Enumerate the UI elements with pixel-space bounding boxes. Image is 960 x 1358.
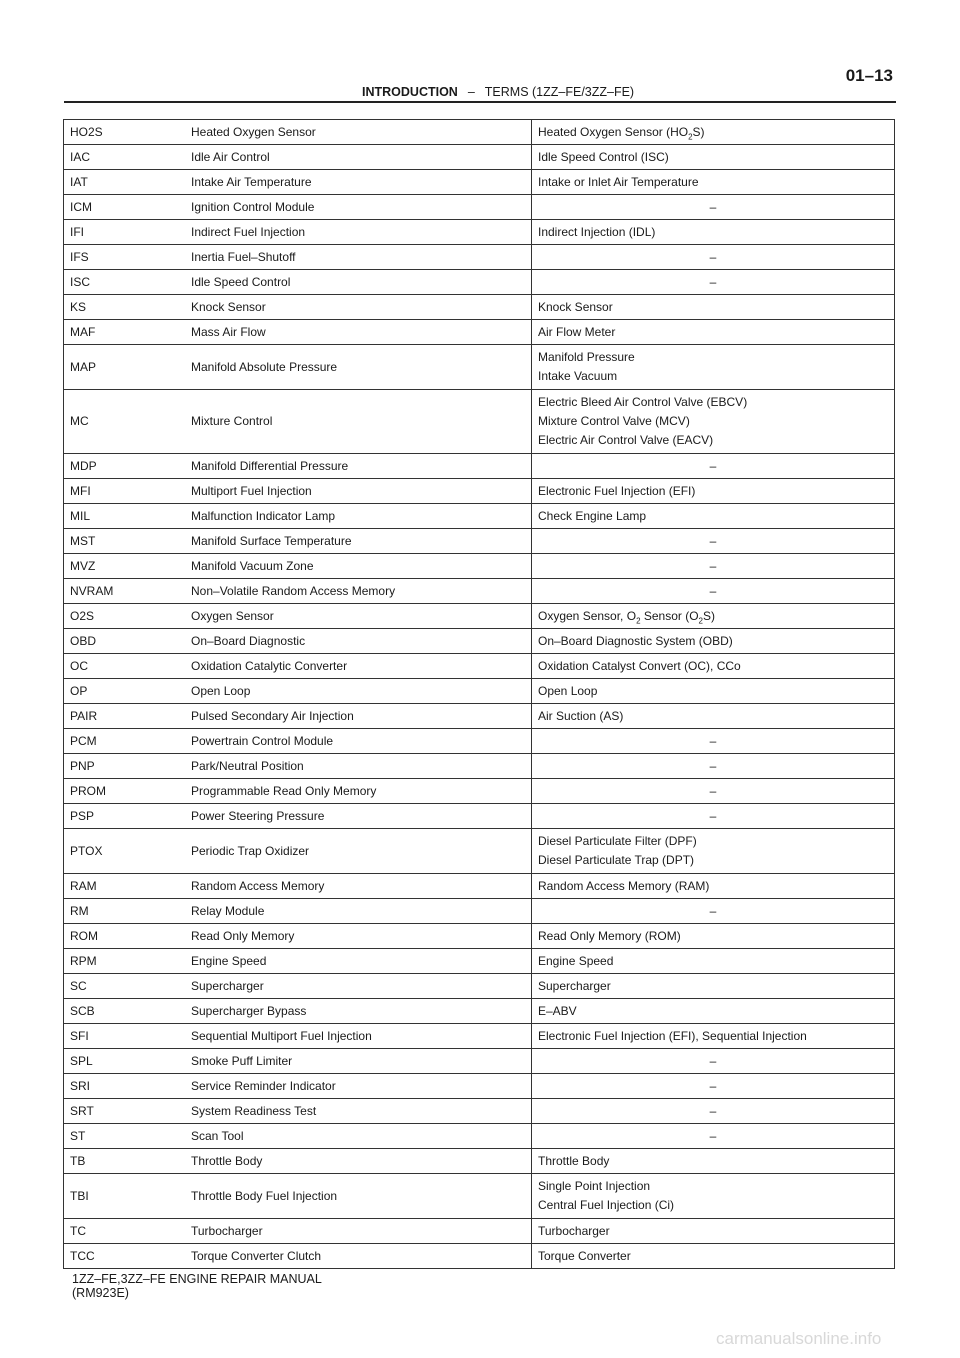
equivalent-cell: [532, 1244, 895, 1269]
terms-table: [63, 119, 895, 1269]
watermark: carmanualsonline.info: [716, 1329, 882, 1348]
term-cell: Manifold Differential Pressure: [185, 454, 532, 479]
abbreviation-cell: IFI: [64, 220, 186, 245]
equivalent-line: Random Access Memory (RAM): [538, 878, 710, 893]
equivalent-line: Supercharger: [538, 978, 611, 993]
table-row: [64, 974, 895, 999]
term-cell: Relay Module: [185, 899, 532, 924]
abbreviation-cell: MST: [64, 529, 186, 554]
term-cell: Power Steering Pressure: [185, 804, 532, 829]
abbreviation-cell: SCB: [64, 999, 186, 1024]
table-row: [64, 604, 895, 629]
equivalent-cell: [532, 270, 895, 295]
equivalent-cell: [532, 554, 895, 579]
equivalent-cell: [532, 390, 895, 454]
equivalent-line: Air Flow Meter: [538, 324, 616, 339]
term-cell: Oxidation Catalytic Converter: [185, 654, 532, 679]
equivalent-cell: [532, 949, 895, 974]
equivalent-line: Oxidation Catalyst Convert (OC), CCo: [538, 658, 741, 673]
equivalent-cell: [532, 295, 895, 320]
equivalent-line: Manifold Pressure: [538, 350, 635, 364]
equivalent-line: Intake Vacuum: [538, 369, 618, 383]
table-row: [64, 220, 895, 245]
table-row: [64, 529, 895, 554]
terms-table-body: [64, 120, 895, 1269]
term-cell: Manifold Surface Temperature: [185, 529, 532, 554]
equivalent-cell: [532, 245, 895, 270]
equivalent-cell: [532, 1174, 895, 1219]
page-number: 01–13: [845, 66, 893, 85]
table-row: [64, 829, 895, 874]
equivalent-line: Idle Speed Control (ISC): [538, 149, 669, 164]
abbreviation-cell: PCM: [64, 729, 186, 754]
equivalent-line: –: [709, 1053, 717, 1068]
abbreviation-cell: MIL: [64, 504, 186, 529]
table-row: [64, 270, 895, 295]
equivalent-cell: [532, 1149, 895, 1174]
term-cell: Periodic Trap Oxidizer: [185, 829, 532, 874]
equivalent-line: –: [709, 533, 717, 548]
term-cell: Oxygen Sensor: [185, 604, 532, 629]
equivalent-cell: [532, 1074, 895, 1099]
table-row: [64, 504, 895, 529]
equivalent-cell: [532, 779, 895, 804]
abbreviation-cell: NVRAM: [64, 579, 186, 604]
term-cell: Idle Speed Control: [185, 270, 532, 295]
equivalent-line: –: [709, 783, 717, 798]
term-cell: Mixture Control: [185, 390, 532, 454]
term-cell: Programmable Read Only Memory: [185, 779, 532, 804]
equivalent-line: Read Only Memory (ROM): [538, 928, 681, 943]
abbreviation-cell: ROM: [64, 924, 186, 949]
equivalent-line: Oxygen Sensor, $O_2$ Sensor $(O_2S)$: [538, 608, 715, 625]
abbreviation-cell: HO2S: [64, 120, 186, 145]
term-cell: Idle Air Control: [185, 145, 532, 170]
table-row: [64, 999, 895, 1024]
table-row: [64, 295, 895, 320]
equivalent-cell: [532, 1024, 895, 1049]
equivalent-line: –: [709, 1078, 717, 1093]
abbreviation-cell: IAT: [64, 170, 186, 195]
abbreviation-cell: MAF: [64, 320, 186, 345]
table-row: [64, 804, 895, 829]
term-cell: Heated Oxygen Sensor: [185, 120, 532, 145]
abbreviation-cell: O2S: [64, 604, 186, 629]
abbreviation-cell: OBD: [64, 629, 186, 654]
term-cell: Pulsed Secondary Air Injection: [185, 704, 532, 729]
abbreviation-cell: SFI: [64, 1024, 186, 1049]
table-row: [64, 1174, 895, 1219]
term-cell: System Readiness Test: [185, 1099, 532, 1124]
term-cell: Knock Sensor: [185, 295, 532, 320]
abbreviation-cell: MFI: [64, 479, 186, 504]
abbreviation-cell: ST: [64, 1124, 186, 1149]
term-cell: Indirect Fuel Injection: [185, 220, 532, 245]
term-cell: Supercharger Bypass: [185, 999, 532, 1024]
subscript: 2: [688, 131, 693, 141]
term-cell: Manifold Absolute Pressure: [185, 345, 532, 390]
abbreviation-cell: PSP: [64, 804, 186, 829]
table-row: [64, 579, 895, 604]
equivalent-cell: [532, 120, 895, 145]
abbreviation-cell: ISC: [64, 270, 186, 295]
equivalent-cell: [532, 529, 895, 554]
abbreviation-cell: MAP: [64, 345, 186, 390]
header-rule: [64, 101, 896, 103]
equivalent-line: Mixture Control Valve (MCV): [538, 414, 690, 428]
term-cell: Throttle Body: [185, 1149, 532, 1174]
equivalent-line: –: [709, 808, 717, 823]
equivalent-line: Electric Bleed Air Control Valve (EBCV): [538, 395, 748, 409]
equivalent-cell: [532, 654, 895, 679]
equivalent-line: –: [709, 1103, 717, 1118]
table-row: [64, 874, 895, 899]
header-title: [362, 84, 634, 100]
term-cell: Inertia Fuel–Shutoff: [185, 245, 532, 270]
equivalent-line: Throttle Body: [538, 1153, 610, 1168]
equivalent-cell: [532, 704, 895, 729]
equivalent-line: –: [709, 903, 717, 918]
term-cell: Mass Air Flow: [185, 320, 532, 345]
table-row: [64, 1244, 895, 1269]
abbreviation-cell: PROM: [64, 779, 186, 804]
equivalent-line: Electric Air Control Valve (EACV): [538, 433, 714, 447]
equivalent-line: –: [709, 733, 717, 748]
equivalent-line: –: [709, 274, 717, 289]
equivalent-line: Torque Converter: [538, 1248, 631, 1263]
table-row: [64, 899, 895, 924]
table-row: [64, 1024, 895, 1049]
abbreviation-cell: PTOX: [64, 829, 186, 874]
term-cell: Service Reminder Indicator: [185, 1074, 532, 1099]
table-row: [64, 390, 895, 454]
table-row: [64, 629, 895, 654]
equivalent-line: Electronic Fuel Injection (EFI): [538, 483, 696, 498]
table-row: [64, 120, 895, 145]
abbreviation-cell: MDP: [64, 454, 186, 479]
equivalent-line: Single Point Injection: [538, 1179, 651, 1193]
abbreviation-cell: PAIR: [64, 704, 186, 729]
equivalent-line: Indirect Injection (IDL): [538, 224, 656, 239]
table-row: [64, 704, 895, 729]
equivalent-cell: [532, 345, 895, 390]
table-row: [64, 949, 895, 974]
equivalent-cell: [532, 829, 895, 874]
equivalent-line: Turbocharger: [538, 1223, 610, 1238]
table-row: [64, 679, 895, 704]
term-cell: Ignition Control Module: [185, 195, 532, 220]
table-row: [64, 145, 895, 170]
equivalent-line: Engine Speed: [538, 953, 614, 968]
equivalent-cell: [532, 504, 895, 529]
footer-manual-title: 1ZZ–FE,3ZZ–FE ENGINE REPAIR MANUAL: [72, 1272, 322, 1286]
term-cell: Torque Converter Clutch: [185, 1244, 532, 1269]
equivalent-cell: [532, 874, 895, 899]
table-row: [64, 479, 895, 504]
equivalent-cell: [532, 1124, 895, 1149]
table-row: [64, 1149, 895, 1174]
abbreviation-cell: TC: [64, 1219, 186, 1244]
table-row: [64, 170, 895, 195]
equivalent-cell: [532, 804, 895, 829]
equivalent-cell: [532, 974, 895, 999]
equivalent-line: Air Suction (AS): [538, 708, 624, 723]
term-cell: Supercharger: [185, 974, 532, 999]
equivalent-cell: [532, 220, 895, 245]
equivalent-line: Open Loop: [538, 683, 598, 698]
equivalent-line: Diesel Particulate Trap (DPT): [538, 853, 695, 867]
table-row: [64, 1049, 895, 1074]
footer-manual-code: (RM923E): [72, 1286, 129, 1300]
term-cell: Smoke Puff Limiter: [185, 1049, 532, 1074]
abbreviation-cell: MVZ: [64, 554, 186, 579]
equivalent-line: –: [709, 249, 717, 264]
table-row: [64, 729, 895, 754]
equivalent-cell: [532, 579, 895, 604]
table-row: [64, 1219, 895, 1244]
equivalent-cell: [532, 899, 895, 924]
header-subtitle: TERMS (1ZZ–FE/3ZZ–FE): [484, 85, 635, 99]
abbreviation-cell: IAC: [64, 145, 186, 170]
equivalent-line: On–Board Diagnostic System (OBD): [538, 633, 733, 648]
equivalent-line: Central Fuel Injection (Ci): [538, 1198, 675, 1212]
equivalent-line: Knock Sensor: [538, 299, 613, 314]
table-row: [64, 320, 895, 345]
abbreviation-cell: TCC: [64, 1244, 186, 1269]
equivalent-line: Intake or Inlet Air Temperature: [538, 174, 699, 189]
equivalent-line: –: [709, 458, 717, 473]
equivalent-cell: [532, 924, 895, 949]
abbreviation-cell: KS: [64, 295, 186, 320]
abbreviation-cell: SRT: [64, 1099, 186, 1124]
abbreviation-cell: RM: [64, 899, 186, 924]
term-cell: Park/Neutral Position: [185, 754, 532, 779]
equivalent-cell: [532, 145, 895, 170]
term-cell: Random Access Memory: [185, 874, 532, 899]
equivalent-cell: [532, 1219, 895, 1244]
table-row: [64, 345, 895, 390]
term-cell: Scan Tool: [185, 1124, 532, 1149]
equivalent-cell: [532, 320, 895, 345]
equivalent-cell: [532, 195, 895, 220]
table-row: [64, 245, 895, 270]
equivalent-cell: [532, 629, 895, 654]
equivalent-line: –: [709, 758, 717, 773]
table-row: [64, 1074, 895, 1099]
abbreviation-cell: MC: [64, 390, 186, 454]
header-dash: –: [467, 85, 475, 99]
term-cell: Non–Volatile Random Access Memory: [185, 579, 532, 604]
equivalent-line: Diesel Particulate Filter (DPF): [538, 834, 697, 848]
table-row: [64, 554, 895, 579]
term-cell: Engine Speed: [185, 949, 532, 974]
subscript: 2: [698, 615, 703, 625]
equivalent-cell: [532, 479, 895, 504]
term-cell: Malfunction Indicator Lamp: [185, 504, 532, 529]
abbreviation-cell: IFS: [64, 245, 186, 270]
term-cell: Open Loop: [185, 679, 532, 704]
abbreviation-cell: OP: [64, 679, 186, 704]
equivalent-cell: [532, 604, 895, 629]
table-row: [64, 195, 895, 220]
equivalent-cell: [532, 999, 895, 1024]
term-cell: Sequential Multiport Fuel Injection: [185, 1024, 532, 1049]
abbreviation-cell: RAM: [64, 874, 186, 899]
term-cell: Read Only Memory: [185, 924, 532, 949]
equivalent-line: Electronic Fuel Injection (EFI), Sequential Injection: [538, 1028, 807, 1043]
abbreviation-cell: ICM: [64, 195, 186, 220]
term-cell: Throttle Body Fuel Injection: [185, 1174, 532, 1219]
equivalent-cell: [532, 1099, 895, 1124]
term-cell: Powertrain Control Module: [185, 729, 532, 754]
table-row: [64, 454, 895, 479]
abbreviation-cell: PNP: [64, 754, 186, 779]
term-cell: Multiport Fuel Injection: [185, 479, 532, 504]
table-row: [64, 779, 895, 804]
term-cell: Manifold Vacuum Zone: [185, 554, 532, 579]
abbreviation-cell: OC: [64, 654, 186, 679]
equivalent-line: –: [709, 583, 717, 598]
abbreviation-cell: SRI: [64, 1074, 186, 1099]
subscript: 2: [636, 615, 641, 625]
page-footer: [72, 1272, 322, 1300]
term-cell: On–Board Diagnostic: [185, 629, 532, 654]
equivalent-cell: [532, 729, 895, 754]
table-row: [64, 1124, 895, 1149]
equivalent-line: Heated Oxygen Sensor $(HO_2S)$: [538, 124, 705, 141]
equivalent-cell: [532, 754, 895, 779]
equivalent-cell: [532, 1049, 895, 1074]
equivalent-cell: [532, 170, 895, 195]
equivalent-cell: [532, 679, 895, 704]
abbreviation-cell: TBI: [64, 1174, 186, 1219]
abbreviation-cell: RPM: [64, 949, 186, 974]
equivalent-line: Check Engine Lamp: [538, 508, 647, 523]
term-cell: Intake Air Temperature: [185, 170, 532, 195]
abbreviation-cell: TB: [64, 1149, 186, 1174]
table-row: [64, 924, 895, 949]
table-row: [64, 754, 895, 779]
equivalent-line: –: [709, 199, 717, 214]
abbreviation-cell: SPL: [64, 1049, 186, 1074]
equivalent-line: E–ABV: [538, 1003, 577, 1018]
equivalent-line: –: [709, 1128, 717, 1143]
abbreviation-cell: SC: [64, 974, 186, 999]
equivalent-line: –: [709, 558, 717, 573]
table-row: [64, 1099, 895, 1124]
table-row: [64, 654, 895, 679]
equivalent-cell: [532, 454, 895, 479]
header-section: INTRODUCTION: [362, 85, 458, 99]
term-cell: Turbocharger: [185, 1219, 532, 1244]
